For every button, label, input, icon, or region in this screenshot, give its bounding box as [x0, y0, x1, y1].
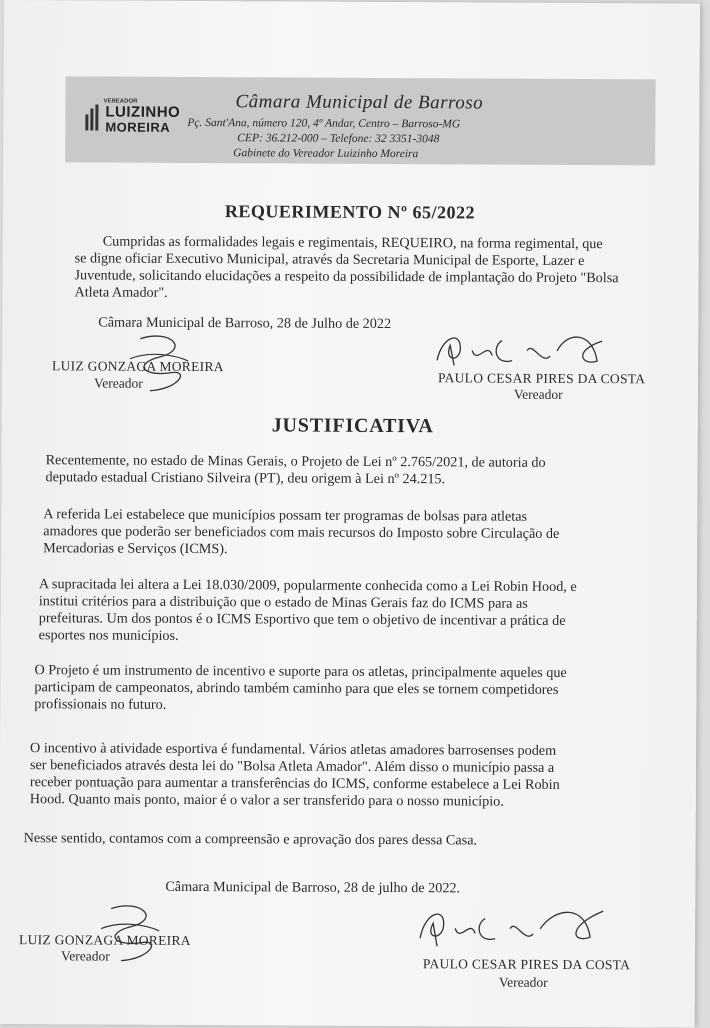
text-line: Hood. Quanto mais ponto, maior é o valor a ser transferido para o nosso município.	[29, 791, 504, 810]
text-line: institui critérios para a distribuição que o estado de Minas Gerais faz do ICMS para as	[38, 593, 528, 612]
text-line: A supracitada lei altera a Lei 18.030/2009, popularmente conhecida como a Lei Robin Hood, e	[38, 576, 577, 596]
letterhead-title: Câmara Municipal de Barroso	[235, 91, 484, 114]
letterhead-contact: CEP: 36.212-000 – Telefone: 32 3351-3048	[237, 132, 440, 146]
text-line: Mercadorias e Serviços (ICMS).	[43, 540, 228, 558]
text-line: esportes nos municípios.	[38, 627, 179, 644]
vereador-logo	[83, 98, 183, 139]
signature-role-right-bottom: Vereador	[498, 974, 548, 990]
signature-paulo-bottom	[415, 898, 615, 959]
signature-name-right: PAULO CESAR PIRES DA COSTA	[437, 370, 646, 387]
justificativa-p2	[43, 506, 655, 560]
text-line: deputado estadual Cristiano Silveira (PT), deu origem à Lei nº 24.215.	[45, 469, 446, 488]
logo-bars-icon	[85, 104, 101, 130]
requerimento-line: Cumpridas as formalidades legais e regimentais, REQUEIRO, na forma regimental, que	[102, 233, 603, 253]
signature-name-left: LUIZ GONZAGA MOREIRA	[52, 358, 224, 375]
justificativa-p5	[30, 740, 658, 811]
requerimento-line: Atleta Amador".	[74, 284, 168, 301]
text-line: receber pontuação para aumentar a transferências do ICMS, conforme estabelece a Lei Robin	[29, 774, 560, 793]
requerimento-line: se digne oficiar Executivo Municipal, através da Secretaria Municipal de Esporte, Lazer e	[74, 250, 585, 270]
text-line: amadores que poderão ser beneficiados com mais recursos do Imposto sobre Circulação de	[43, 523, 560, 542]
requerimento-title: REQUERIMENTO Nº 65/2022	[224, 201, 476, 223]
justificativa-title: JUSTIFICATIVA	[271, 414, 434, 438]
letterhead	[65, 76, 655, 165]
text-line: profissionais no futuro.	[34, 696, 167, 713]
requerimento-line: Juventude, solicitando elucidações a respeito da possibilidade de implantação do Projeto "Bolsa	[74, 267, 619, 287]
signature-role-left-bottom: Vereador	[60, 948, 110, 964]
signature-role-left: Vereador	[93, 375, 143, 391]
signature-role-right: Vereador	[513, 386, 563, 402]
justificativa-date: Câmara Municipal de Barroso, 28 de julho de 2022.	[165, 878, 461, 897]
text-line: ser beneficiados através desta lei do "Bolsa Atleta Amador". Além disso o município passa a	[29, 757, 555, 776]
logo-name-2: MOREIRA	[105, 119, 171, 135]
signature-name-right-bottom: PAULO CESAR PIRES DA COSTA	[422, 956, 631, 973]
text-line: prefeituras. Um dos pontos é o ICMS Esportivo que tem o objetivo de incentivar a prática de	[38, 610, 566, 629]
logo-small-text: VEREADOR	[103, 98, 138, 105]
text-line: O Projeto é um instrumento de incentivo e suporte para os atletas, principalmente aqueles que	[34, 662, 567, 681]
signature-name-left-bottom: LUIZ GONZAGA MOREIRA	[19, 932, 191, 948]
justificativa-p1	[45, 452, 653, 489]
text-line: Recentemente, no estado de Minas Gerais, o Projeto de Lei nº 2.765/2021, de autoria do	[45, 452, 546, 471]
text-line: O incentivo à atividade esportiva é fundamental. Vários atletas amadores barrosenses podem	[30, 740, 557, 759]
logo-name-1: LUIZINHO	[105, 103, 181, 121]
requerimento-body	[74, 233, 660, 304]
text-line: A referida Lei estabelece que municípios possam ter programas de bolsas para atletas	[43, 506, 528, 525]
justificativa-p3	[39, 576, 657, 647]
justificativa-p6: Nesse sentido, contamos com a compreensão e aprovação dos pares dessa Casa.	[23, 830, 478, 849]
letterhead-office: Gabinete do Vereador Luizinho Moreira	[233, 147, 419, 161]
justificativa-p4	[34, 662, 656, 716]
text-line: participam de campeonatos, abrindo também caminho para que eles se tornem competidores	[34, 679, 559, 698]
requerimento-date: Câmara Municipal de Barroso, 28 de Julho de 2022	[98, 314, 392, 333]
letterhead-address: Pç. Sant'Ana, número 120, 4º Andar, Centro – Barroso-MG	[187, 116, 461, 131]
